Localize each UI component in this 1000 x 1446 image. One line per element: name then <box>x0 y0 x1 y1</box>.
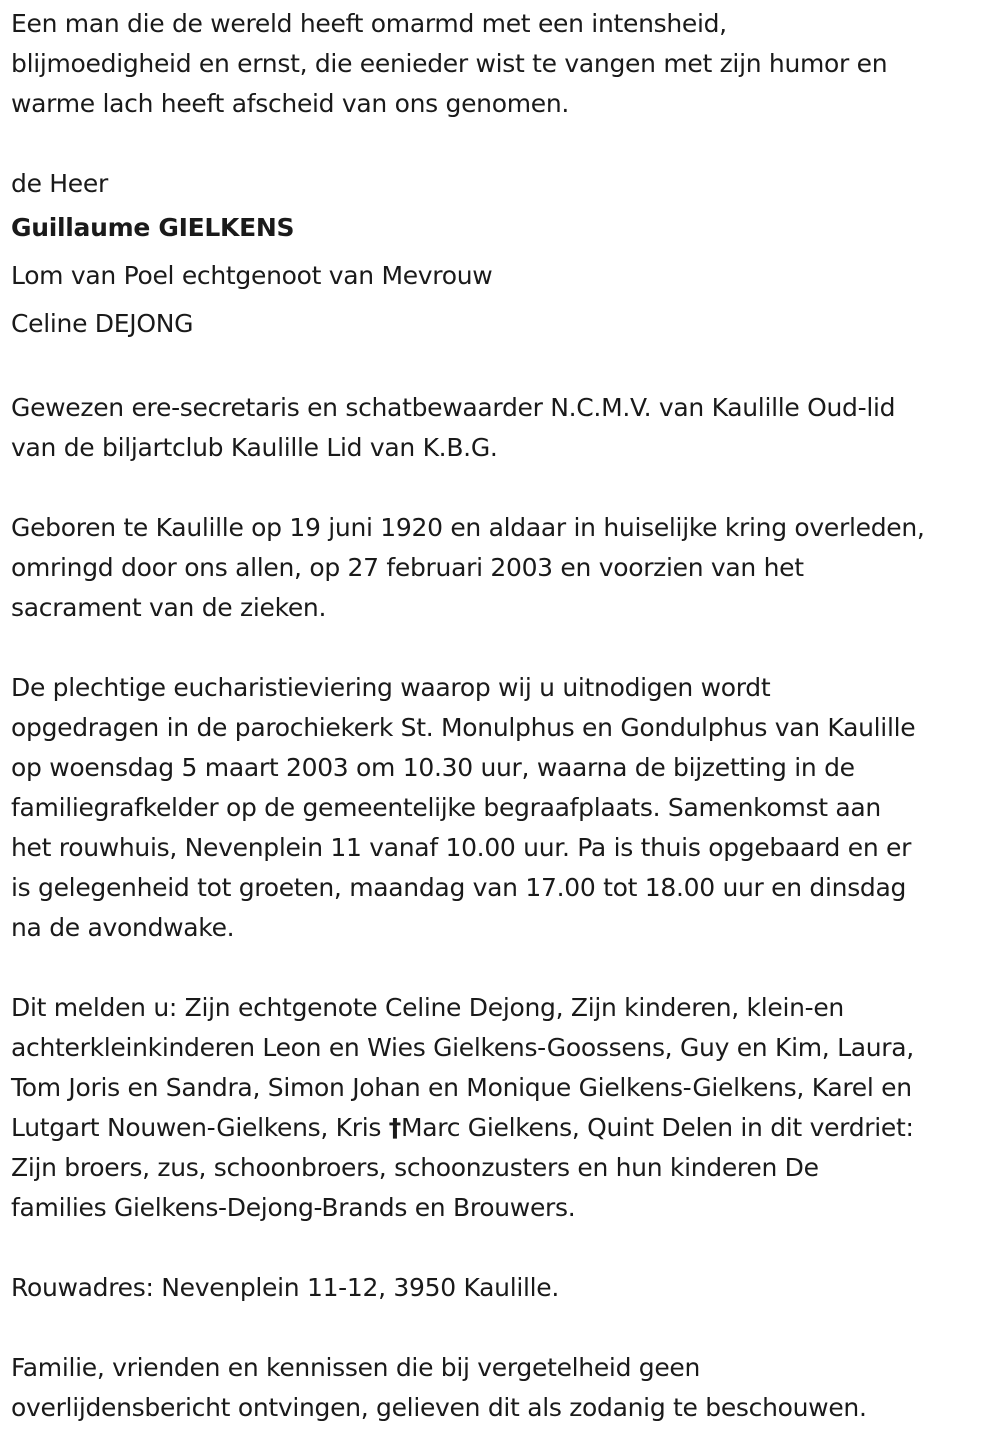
spacer <box>11 948 995 988</box>
family-text-part1: Dit melden u: Zijn echtgenote Celine Dejong, Zijn kinderen, klein-en achterkleinkinderen Leon en Wies Gielkens-Goossens, Guy en Kim, Laura, Tom Joris en Sandra, Simon Johan en Monique Gielkens-Gielkens, Karel en Lutgart Nouwen-Gielkens, Kris <box>11 993 914 1142</box>
cross-icon: † <box>388 1113 401 1142</box>
birth-death-paragraph: Geboren te Kaulille op 19 juni 1920 en aldaar in huiselijke kring overleden, omringd door ons allen, op 27 februari 2003 en voorzien van het sacrament van de zieken. <box>11 513 925 622</box>
family-text-part2: Marc Gielkens, Quint Delen in dit verdriet: Zijn broers, zus, schoonbroers, schoonzusters en hun kinderen De families Gielkens-Dejong-Brands en Brouwers. <box>11 1113 914 1222</box>
address-paragraph: Rouwadres: Nevenplein 11-12, 3950 Kaulille. <box>11 1273 560 1302</box>
family-paragraph <box>11 988 995 1228</box>
spacer <box>11 1308 995 1348</box>
closing-paragraph: Familie, vrienden en kennissen die bij vergetelheid geen overlijdensbericht ontvingen, gelieven dit als zodanig te beschouwen. <box>11 1353 867 1422</box>
ceremony-paragraph: De plechtige eucharistieviering waarop wij u uitnodigen wordt opgedragen in de parochiekerk St. Monulphus en Gondulphus van Kaulille op woensdag 5 maart 2003 om 10.30 uur, waarna de bijzetting in de familiegrafkelder op de gemeentelijke begraafplaats. Samenkomst aan het rouwhuis, Nevenplein 11 vanaf 10.00 uur. Pa is thuis opgebaard en er is gelegenheid tot groeten, maandag van 17.00 tot 18.00 uur en dinsdag na de avondwake. <box>11 673 916 942</box>
deceased-name: Guillaume GIELKENS <box>11 213 295 242</box>
spouse-name: Celine DEJONG <box>11 309 194 338</box>
spacer <box>11 348 995 388</box>
spacer <box>11 468 995 508</box>
spacer <box>11 1228 995 1268</box>
spacer <box>11 628 995 668</box>
intro-paragraph: Een man die de wereld heeft omarmd met een intensheid, blijmoedigheid en ernst, die eenieder wist te vangen met zijn humor en warme lach heeft afscheid van ons genomen. <box>11 9 888 118</box>
obituary-document <box>11 4 995 1428</box>
spacer <box>11 124 995 164</box>
spouse-line: Lom van Poel echtgenoot van Mevrouw <box>11 261 493 290</box>
functions-paragraph: Gewezen ere-secretaris en schatbewaarder N.C.M.V. van Kaulille Oud-lid van de biljartclub Kaulille Lid van K.B.G. <box>11 393 896 462</box>
salutation: de Heer <box>11 169 108 198</box>
